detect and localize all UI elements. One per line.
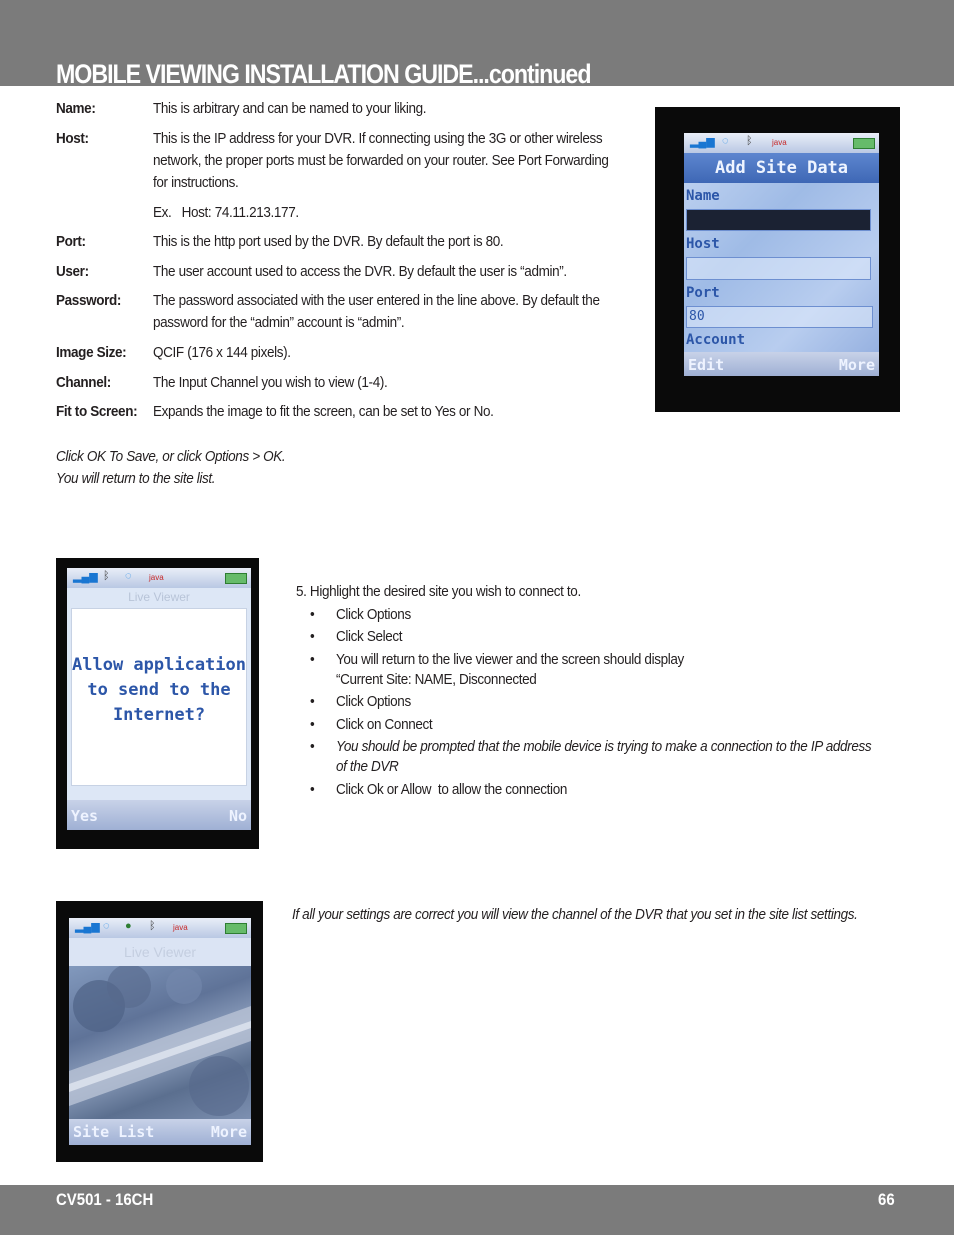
field-desc-host-line3: for instructions. [153, 174, 239, 191]
softkey-bar [69, 1119, 251, 1145]
globe-icon: ◌ [103, 920, 110, 932]
status-bar [69, 918, 251, 938]
bluetooth-icon: ᛒ [746, 135, 753, 147]
java-icon: java [772, 138, 787, 147]
field-desc-password-line2: password for the “admin” account is “admin”. [153, 314, 405, 331]
battery-icon [225, 923, 247, 934]
step-item: Click Options [336, 693, 411, 710]
field-label-name: Name: [56, 100, 96, 117]
java-icon: java [173, 923, 188, 932]
field-label-user: User: [56, 263, 89, 280]
softkey-more[interactable]: More [210, 1123, 247, 1141]
step-item: You will return to the live viewer and the screen should display [336, 651, 684, 668]
host-input[interactable] [686, 257, 871, 280]
host-label: Host [686, 236, 720, 252]
header-ghost: Live Viewer [128, 590, 190, 604]
phone-allow-prompt [56, 558, 259, 849]
step-item: Click Select [336, 628, 403, 645]
java-icon: java [149, 573, 164, 582]
field-label-channel: Channel: [56, 374, 111, 391]
bullet: • [310, 781, 315, 798]
field-desc-fit-to-screen: Expands the image to fit the screen, can be set to Yes or No. [153, 403, 494, 420]
field-desc-host-line1: This is the IP address for your DVR. If connecting using the 3G or other wireless [153, 130, 603, 147]
prompt-dialog [71, 608, 247, 786]
phone-add-site-data [655, 107, 900, 412]
phone-live-view [56, 901, 263, 1162]
field-desc-user: The user account used to access the DVR. By default the user is “admin”. [153, 263, 567, 280]
page-title: MOBILE VIEWING INSTALLATION GUIDE...continued [56, 59, 591, 89]
bullet: • [310, 693, 315, 710]
prompt-line1: Allow application [72, 655, 246, 675]
softkey-site-list[interactable]: Site List [73, 1123, 155, 1141]
bullet: • [310, 716, 315, 733]
port-input[interactable]: 80 [686, 306, 873, 328]
field-label-image-size: Image Size: [56, 344, 127, 361]
final-note: If all your settings are correct you will view the channel of the DVR that you set in the site list settings. [292, 906, 858, 923]
softkey-yes[interactable]: Yes [71, 807, 99, 825]
step-item-continued: “Current Site: NAME, Disconnected [336, 671, 537, 688]
step-item-italic: You should be prompted that the mobile device is trying to make a connection to the IP address [336, 738, 872, 755]
save-note-line2: You will return to the site list. [56, 470, 216, 487]
status-bar [67, 568, 251, 588]
prompt-line3: Internet? [112, 705, 206, 725]
field-label-fit-to-screen: Fit to Screen: [56, 403, 138, 420]
globe-icon: ◌ [722, 135, 729, 147]
bullet: • [310, 606, 315, 623]
step-item: Click Options [336, 606, 411, 623]
bullet: • [310, 651, 315, 668]
field-label-host: Host: [56, 130, 89, 147]
step-item: Click Ok or Allow to allow the connection [336, 781, 568, 798]
softkey-bar [67, 800, 251, 830]
footer-bar [0, 1185, 954, 1235]
field-desc-image-size: QCIF (176 x 144 pixels). [153, 344, 291, 361]
bluetooth-icon: ᛒ [103, 570, 110, 582]
name-input[interactable] [686, 209, 871, 231]
save-note-line1: Click OK To Save, or click Options > OK. [56, 448, 286, 465]
name-label: Name [686, 188, 720, 204]
field-desc-name: This is arbitrary and can be named to your liking. [153, 100, 427, 117]
softkey-more[interactable]: More [838, 356, 875, 374]
screen-title: Add Site Data [684, 153, 879, 183]
network-icon: ● [125, 920, 132, 932]
phone-screen [69, 918, 251, 1145]
camera-feed-image [69, 966, 251, 1119]
field-desc-host-line2: network, the proper ports must be forwarded on your router. See Port Forwarding [153, 152, 609, 169]
account-label: Account [686, 332, 746, 348]
host-example: Ex. Host: 74.11.213.177. [153, 204, 299, 221]
bullet: • [310, 628, 315, 645]
softkey-edit[interactable]: Edit [688, 356, 725, 374]
phone-screen [684, 133, 879, 376]
camera-feed [69, 966, 251, 1119]
battery-icon [853, 138, 875, 149]
field-desc-channel: The Input Channel you wish to view (1-4). [153, 374, 388, 391]
battery-icon [225, 573, 247, 584]
step-item: Click on Connect [336, 716, 433, 733]
phone-screen [67, 568, 251, 830]
field-label-port: Port: [56, 233, 86, 250]
step-item-italic-continued: of the DVR [336, 758, 399, 775]
signal-icon: ▂▄▆ [690, 136, 715, 148]
step-intro: 5. Highlight the desired site you wish to connect to. [296, 583, 581, 600]
field-desc-port: This is the http port used by the DVR. By default the port is 80. [153, 233, 504, 250]
softkey-bar [684, 352, 879, 376]
prompt-text [72, 653, 246, 728]
status-bar [684, 133, 879, 153]
port-label: Port [686, 285, 720, 301]
bullet: • [310, 738, 315, 755]
field-desc-password-line1: The password associated with the user entered in the line above. By default the [153, 292, 600, 309]
globe-icon: ◌ [125, 570, 132, 582]
bluetooth-icon: ᛒ [149, 920, 156, 932]
prompt-line2: to send to the [87, 680, 231, 700]
model-label: CV501 - 16CH [56, 1190, 154, 1209]
signal-icon: ▂▄▆ [73, 571, 98, 583]
softkey-no[interactable]: No [228, 807, 247, 825]
field-label-password: Password: [56, 292, 122, 309]
header-ghost: Live Viewer [69, 938, 251, 966]
signal-icon: ▂▄▆ [75, 921, 100, 933]
page-number: 66 [878, 1190, 895, 1209]
